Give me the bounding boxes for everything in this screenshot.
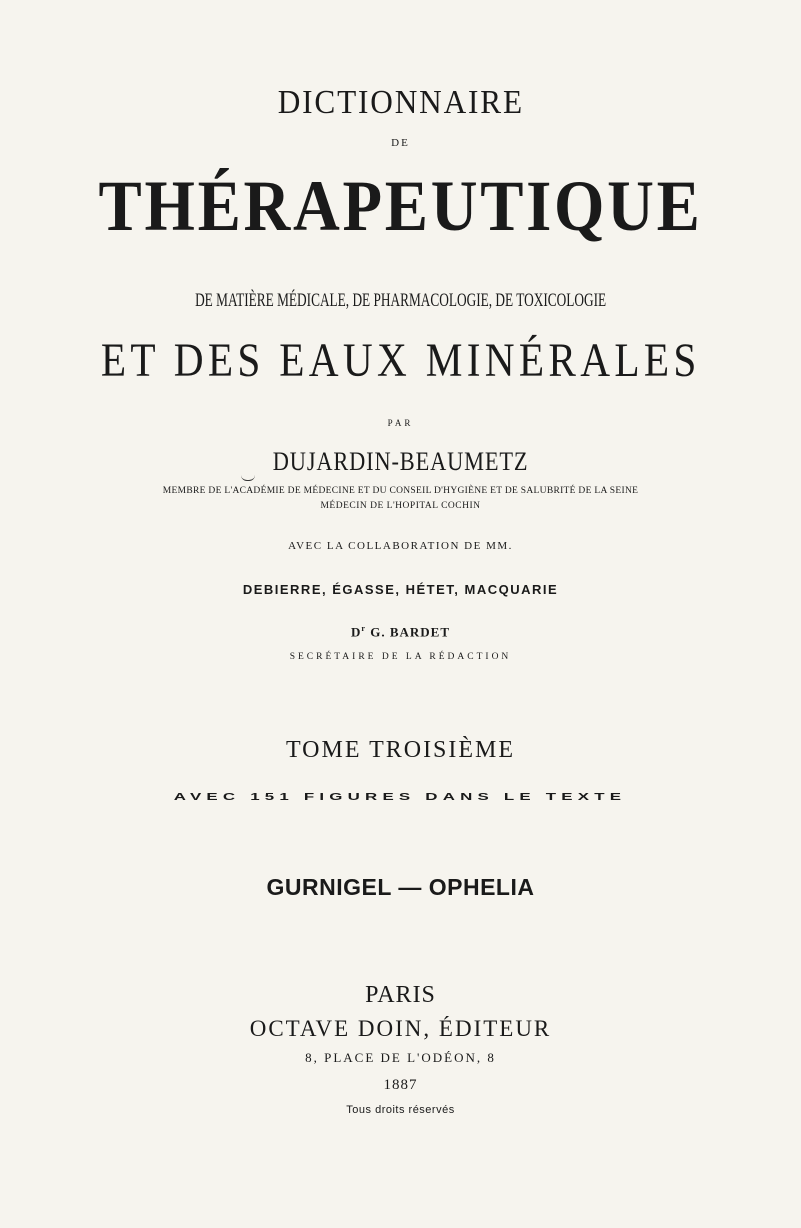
author-role-1: MEMBRE DE L'ACADÉMIE DE MÉDECINE ET DU CONSEIL D'HYGIÈNE ET DE SALUBRITÉ DE LA SEINE xyxy=(162,486,639,496)
title-de: DE xyxy=(391,137,410,149)
par-label: PAR xyxy=(387,418,414,428)
secretary-name-text: G. BARDET xyxy=(370,624,450,640)
title-dictionnaire-text: DICTIONNAIRE xyxy=(277,84,524,121)
figures-note-text: AVEC 151 FIGURES DANS LE TEXTE xyxy=(174,790,627,803)
subtitle-eaux-minerales xyxy=(0,333,801,388)
author-name-text: DUJARDIN-BEAUMETZ xyxy=(272,447,529,476)
publication-year: 1887 xyxy=(383,1077,418,1093)
secretary-name xyxy=(0,624,801,640)
author-role-2: MÉDECIN DE L'HOPITAL COCHIN xyxy=(320,501,481,511)
secretary-prefix-sup: r xyxy=(361,624,366,633)
ornament-mark xyxy=(241,474,255,481)
publisher-name: OCTAVE DOIN, ÉDITEUR xyxy=(249,1016,552,1041)
collaboration-intro: AVEC LA COLLABORATION DE MM. xyxy=(288,540,513,552)
volume-title: TOME TROISIÈME xyxy=(285,737,516,763)
secretary-prefix: D xyxy=(351,624,362,640)
collaborators: DEBIERRE, ÉGASSE, HÉTET, MACQUARIE xyxy=(242,582,559,597)
title-therapeutique xyxy=(0,165,801,248)
title-therapeutique-text: THÉRAPEUTIQUE xyxy=(98,166,703,246)
publisher-address: 8, PLACE DE L'ODÉON, 8 xyxy=(305,1050,496,1065)
subtitle-matiere-medicale xyxy=(0,290,801,312)
rights-notice: Tous droits réservés xyxy=(346,1104,455,1116)
figures-note xyxy=(0,789,801,804)
volume-range: GURNIGEL — OPHELIA xyxy=(266,874,535,900)
subtitle-2-text: ET DES EAUX MINÉRALES xyxy=(100,334,701,387)
secretary-role: SECRÉTAIRE DE LA RÉDACTION xyxy=(289,652,512,662)
author-name xyxy=(0,447,801,477)
publication-city: PARIS xyxy=(365,982,436,1008)
subtitle-text: DE MATIÈRE MÉDICALE, DE PHARMACOLOGIE, DE TOXICOLOGIE xyxy=(194,290,607,311)
title-dictionnaire xyxy=(0,84,801,122)
